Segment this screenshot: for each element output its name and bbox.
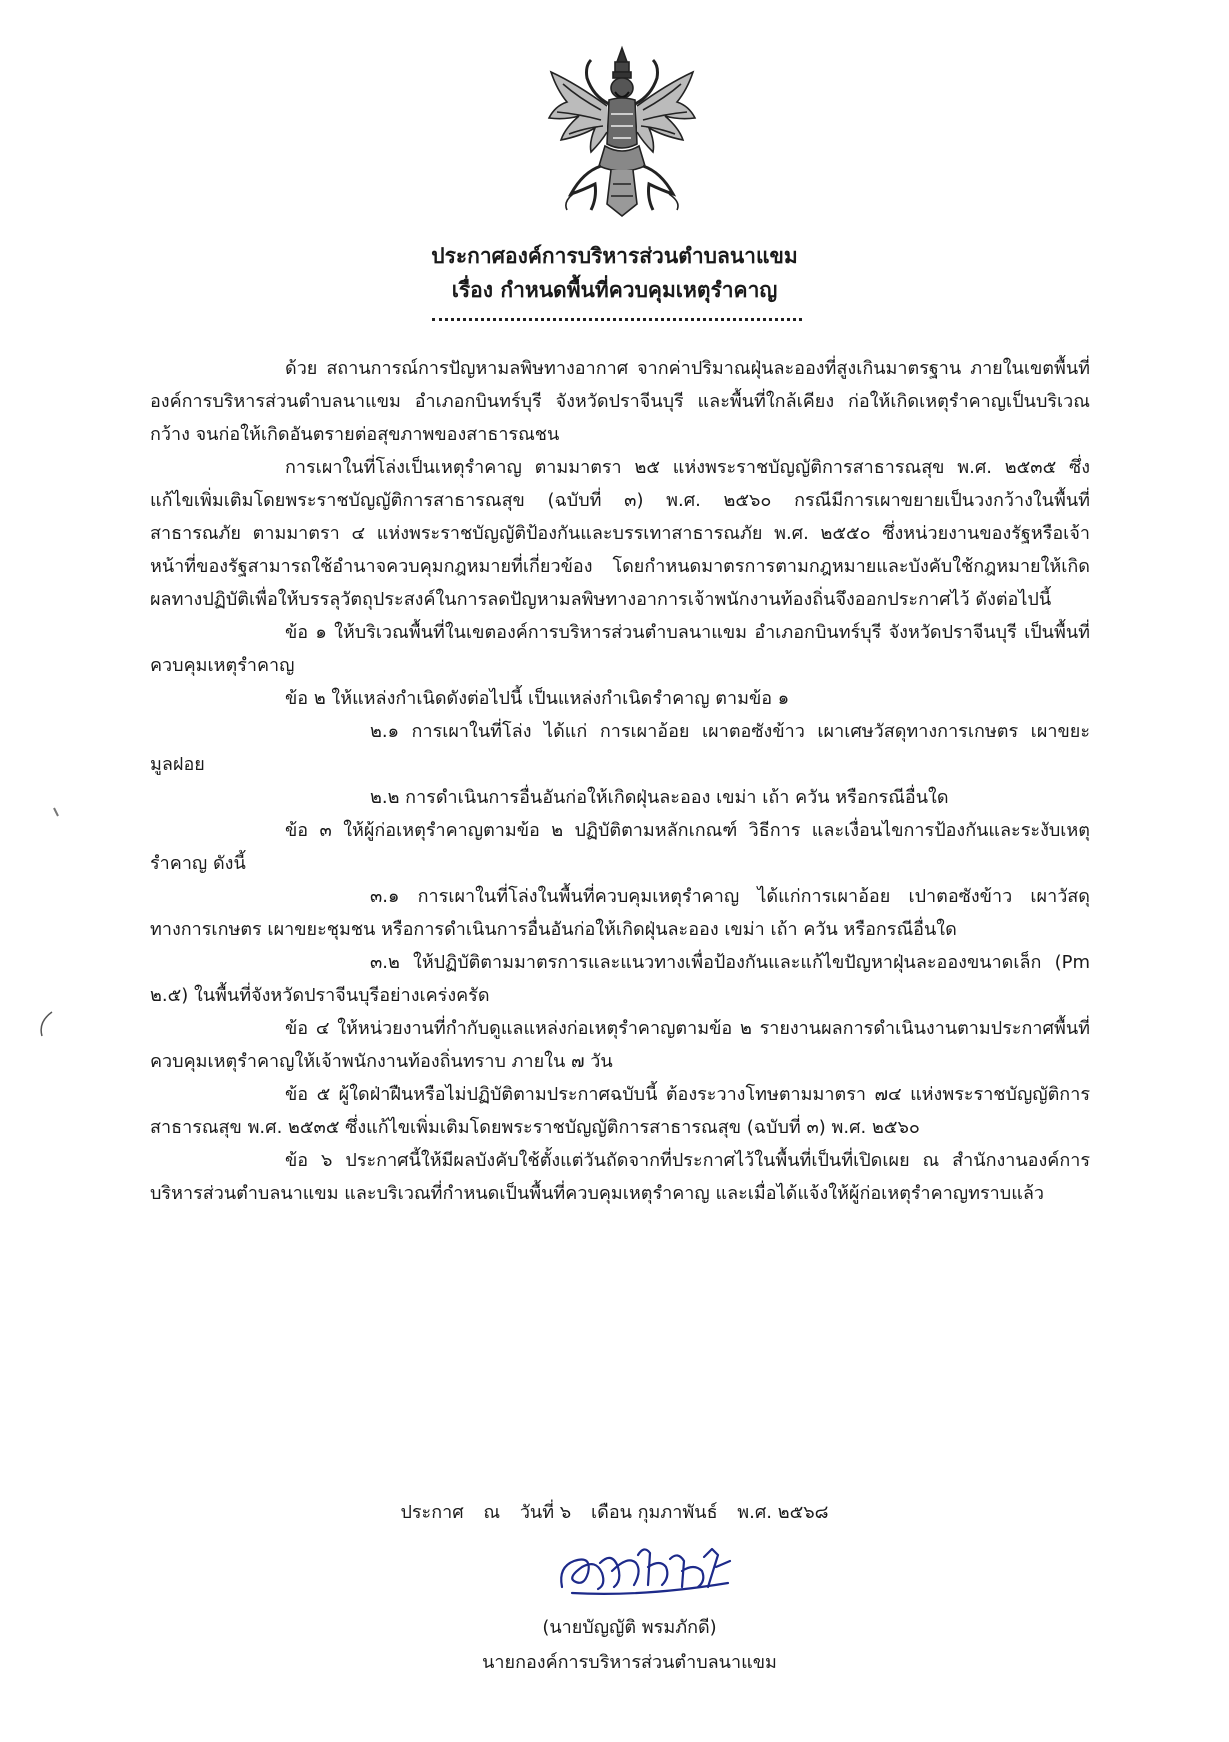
signatory-position: นายกองค์การบริหารส่วนตำบลนาแขม	[482, 1652, 777, 1673]
clause-2-1: ๒.๑ การเผาในที่โล่ง ได้แก่ การเผาอ้อย เผาตอซังข้าว เผาเศษวัสดุทางการเกษตร เผาขยะมูลฝอย	[150, 721, 1090, 775]
clause-3: ข้อ ๓ ให้ผู้ก่อเหตุรำคาญตามข้อ ๒ ปฏิบัติตามหลักเกณฑ์ วิธีการ และเงื่อนไขการป้องกันและระงับเหตุรำคาญ ดังนี้	[150, 820, 1090, 874]
announcement-date	[0, 1497, 1229, 1526]
clause-6: ข้อ ๖ ประกาศนี้ให้มีผลบังคับใช้ตั้งแต่วันถัดจากที่ประกาศไว้ในพื้นที่เป็นที่เปิดเผย ณ สำนักงานองค์การบริหารส่วนตำบลนาแขม และบริเวณที่กำหนดเป็นพื้นที่ควบคุมเหตุรำคาญ และเมื่อได้แจ้งให้ผู้ก่อเหตุรำคาญทราบแล้ว	[150, 1150, 1090, 1204]
clause-2-2: ๒.๒ การดำเนินการอื่นอันก่อให้เกิดฝุ่นละออง เขม่า เถ้า ควัน หรือกรณีอื่นใด	[370, 787, 949, 808]
date-month: เดือน กุมภาพันธ์	[590, 1502, 718, 1523]
clause-3-1: ๓.๑ การเผาในที่โล่งในพื้นที่ควบคุมเหตุรำคาญ ได้แก่การเผาอ้อย เปาตอซังข้าว เผาวัสดุทางการเกษตร เผาขยะชุมชน หรือการดำเนินการอื่นอันก่อให้เกิดฝุ่นละออง เขม่า เถ้า ควัน หรือกรณีอื่นใด	[150, 886, 1090, 940]
scan-mark	[34, 1010, 56, 1040]
clause-2: ข้อ ๒ ให้แหล่งกำเนิดดังต่อไปนี้ เป็นแหล่งกำเนิดรำคาญ ตามข้อ ๑	[285, 688, 790, 709]
date-day: วันที่ ๖	[519, 1502, 572, 1523]
announcement-title: ประกาศองค์การบริหารส่วนตำบลนาแขม	[431, 244, 798, 268]
dotted-separator	[432, 318, 802, 321]
garuda-emblem-icon	[543, 44, 701, 222]
date-year: พ.ศ. ๒๕๖๘	[737, 1502, 829, 1523]
handwritten-signature	[552, 1537, 742, 1601]
paragraph-legal-basis: การเผาในที่โล่งเป็นเหตุรำคาญ ตามมาตรา ๒๕ แห่งพระราชบัญญัติการสาธารณสุข พ.ศ. ๒๕๓๕ ซึ่งแก้ไขเพิ่มเติมโดยพระราชบัญญัติการสาธารณสุข (ฉบับที่ ๓) พ.ศ. ๒๕๖๐ กรณีมีการเผาขยายเป็นวงกว้างในพื้นที่สาธารณภัย ตามมาตรา ๔ แห่งพระราชบัญญัติป้องกันและบรรเทาสาธารณภัย พ.ศ. ๒๕๕๐ ซึ่งหน่วยงานของรัฐหรือเจ้าหน้าที่ของรัฐสามารถใช้อำนาจควบคุมกฎหมายที่เกี่ยวข้อง โดยกำหนดมาตรการตามกฎหมายและบังคับใช้กฎหมายให้เกิดผลทางปฏิบัติเพื่อให้บรรลุวัตถุประสงค์ในการลดปัญหามลพิษทางอาการเจ้าพนักงานท้องถิ่นจึงออกประกาศไว้ ดังต่อไปนี้	[150, 457, 1090, 610]
date-prefix: ประกาศ	[400, 1502, 464, 1523]
clause-5: ข้อ ๕ ผู้ใดฝ่าฝืนหรือไม่ปฏิบัติตามประกาศฉบับนี้ ต้องระวางโทษตามมาตรา ๗๔ แห่งพระราชบัญญัติการสาธารณสุข พ.ศ. ๒๕๓๕ ซึ่งแก้ไขเพิ่มเติมโดยพระราชบัญญัติการสาธารณสุข (ฉบับที่ ๓) พ.ศ. ๒๕๖๐	[150, 1084, 1090, 1138]
clause-3-2: ๓.๒ ให้ปฏิบัติตามมาตรการและแนวทางเพื่อป้องกันและแก้ไขปัญหาฝุ่นละอองขนาดเล็ก (Pm ๒.๕) ในพื้นที่จังหวัดปราจีนบุรีอย่างเคร่งครัด	[150, 952, 1090, 1006]
paragraph-background: ด้วย สถานการณ์การปัญหามลพิษทางอากาศ จากค่าปริมาณฝุ่นละอองที่สูงเกินมาตรฐาน ภายในเขตพื้นที่องค์การบริหารส่วนตำบลนาแขม อำเภอกบินทร์บุรี จังหวัดปราจีนบุรี และพื้นที่ใกล้เคียง ก่อให้เกิดเหตุรำคาญเป็นบริเวณกว้าง จนก่อให้เกิดอันตรายต่อสุขภาพของสาธารณชน	[150, 358, 1090, 445]
signatory-name: (นายบัญญัติ พรมภักดี)	[542, 1617, 717, 1638]
announcement-subject: เรื่อง กำหนดพื้นที่ควบคุมเหตุรำคาญ	[451, 278, 778, 302]
clause-1: ข้อ ๑ ให้บริเวณพื้นที่ในเขตองค์การบริหารส่วนตำบลนาแขม อำเภอกบินทร์บุรี จังหวัดปราจีนบุรี เป็นพื้นที่ควบคุมเหตุรำคาญ	[150, 622, 1090, 676]
scan-dot	[52, 806, 62, 818]
clause-4: ข้อ ๔ ให้หน่วยงานที่กำกับดูแลแหล่งก่อเหตุรำคาญตามข้อ ๒ รายงานผลการดำเนินงานตามประกาศพื้นที่ควบคุมเหตุรำคาญให้เจ้าพนักงานท้องถิ่นทราบ ภายใน ๗ วัน	[150, 1018, 1090, 1072]
date-at: ณ	[483, 1502, 501, 1523]
announcement-body	[150, 352, 1090, 1210]
